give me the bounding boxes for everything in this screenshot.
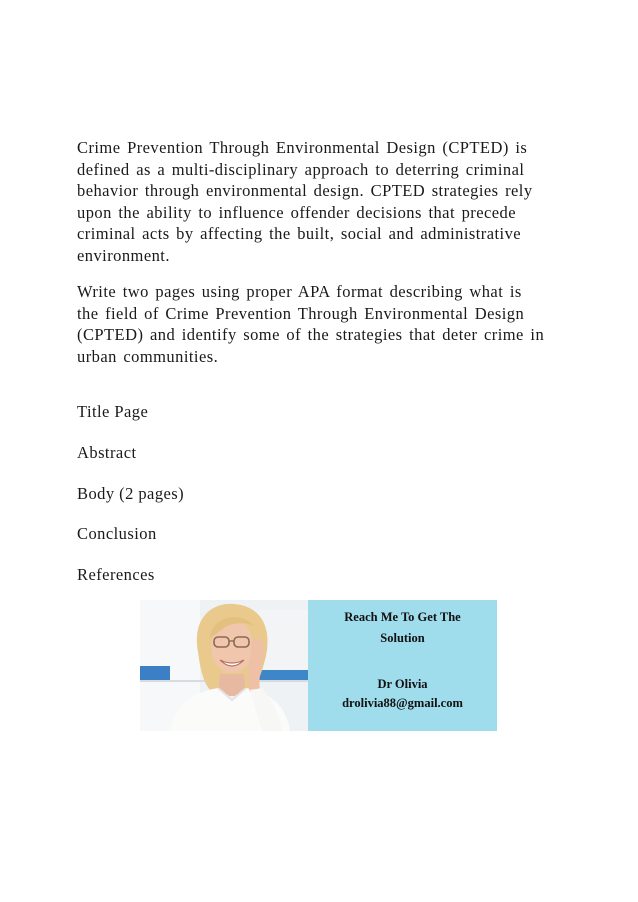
text-line: Write two pages using proper APA format describing what is [77, 282, 522, 301]
text-line: upon the ability to influence offender decisions that precede [77, 202, 517, 222]
promo-banner [140, 600, 497, 731]
outline-item-references: References [77, 565, 155, 584]
text-line: environment. [77, 245, 170, 265]
banner-subheadline: Solution [380, 631, 425, 645]
outline-item-body: Body (2 pages) [77, 484, 185, 503]
contact-panel [308, 600, 497, 731]
text-line: Crime Prevention Through Environmental Design (CPTED) is [77, 138, 528, 157]
text-line: the field of Crime Prevention Through Environmental Design [77, 303, 525, 323]
contact-name: Dr Olivia [377, 677, 428, 691]
outline-item-title-page: Title Page [77, 402, 149, 421]
woman-photo [140, 600, 308, 731]
text-line: urban communities. [77, 346, 219, 366]
banner-headline: Reach Me To Get The [344, 610, 461, 624]
text-line: criminal acts by affecting the built, social and administrative [77, 224, 522, 243]
outline-item-conclusion: Conclusion [77, 524, 157, 543]
outline-item-abstract: Abstract [77, 443, 137, 462]
text-line: defined as a multi-disciplinary approach to deterring criminal [77, 159, 525, 179]
contact-email: drolivia88@gmail.com [342, 696, 463, 710]
intro-paragraph [77, 137, 567, 266]
assignment-paragraph [77, 281, 567, 367]
text-line: (CPTED) and identify some of the strategies that deter crime in [77, 325, 545, 344]
text-line: behavior through environmental design. CPTED strategies rely [77, 181, 533, 200]
